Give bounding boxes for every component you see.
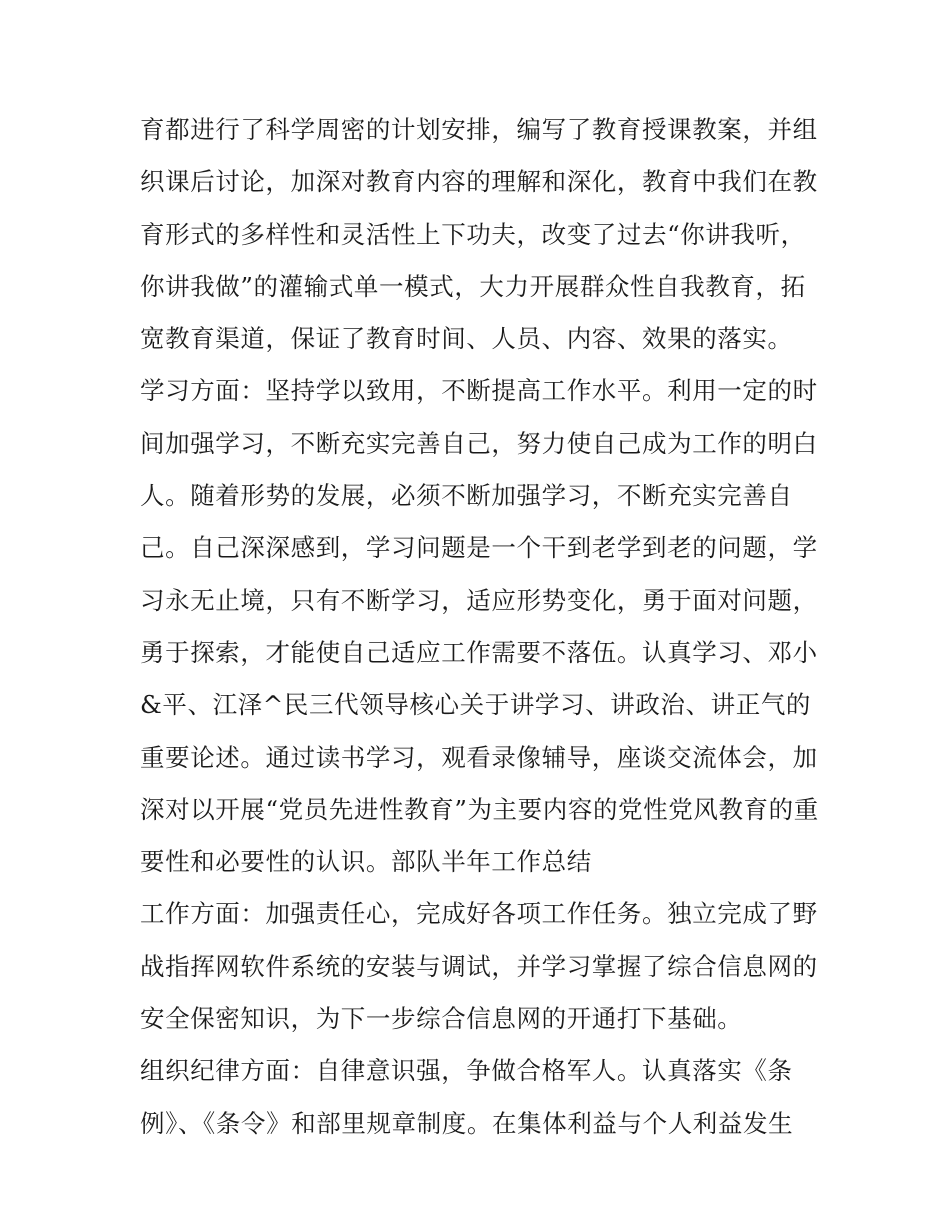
text-line: 己。自己深深感到，学习问题是一个干到老学到老的问题，学 [140, 533, 818, 563]
text-line: 学习方面：坚持学以致用，不断提高工作水平。利用一定的时 [140, 376, 818, 406]
text-line: 重要论述。通过读书学习，观看录像辅导，座谈交流体会，加 [140, 742, 818, 772]
text-line: 深对以开展“党员先进性教育”为主要内容的党性党风教育的重 [140, 794, 819, 824]
text-line: 织课后讨论，加深对教育内容的理解和深化，教育中我们在教 [140, 167, 818, 197]
text-line: 勇于探索，才能使自己适应工作需要不落伍。认真学习、邓小 [140, 637, 818, 667]
text-line: 习永无止境，只有不断学习，适应形势变化，勇于面对问题， [140, 585, 818, 615]
text-line: 你讲我做”的灌输式单一模式，大力开展群众性自我教育，拓 [140, 271, 806, 301]
text-line: 间加强学习，不断充实完善自己，努力使自己成为工作的明白 [140, 428, 818, 458]
text-line: 工作方面：加强责任心，完成好各项工作任务。独立完成了野 [140, 899, 818, 929]
text-line: 要性和必要性的认识。部队半年工作总结 [140, 847, 592, 877]
text-line: 例》、《条令》和部里规章制度。在集体利益与个人利益发生 [140, 1108, 794, 1138]
text-line: 安全保密知识，为下一步综合信息网的开通打下基础。 [140, 1004, 743, 1034]
text-line: 育形式的多样性和灵活性上下功夫，改变了过去“你讲我听， [140, 219, 806, 249]
text-line: 人。随着形势的发展，必须不断加强学习，不断充实完善自 [140, 481, 793, 511]
body-text [140, 104, 830, 1150]
text-line: 战指挥网软件系统的安装与调试，并学习掌握了综合信息网的 [140, 951, 818, 981]
text-line: 宽教育渠道，保证了教育时间、人员、内容、效果的落实。 [140, 324, 793, 354]
text-line: &平、江泽^民三代领导核心关于讲学习、讲政治、讲正气的 [140, 690, 812, 720]
text-line: 组织纪律方面：自律意识强，争做合格军人。认真落实《条 [140, 1056, 793, 1086]
text-line: 育都进行了科学周密的计划安排，编写了教育授课教案，并组 [140, 115, 818, 144]
